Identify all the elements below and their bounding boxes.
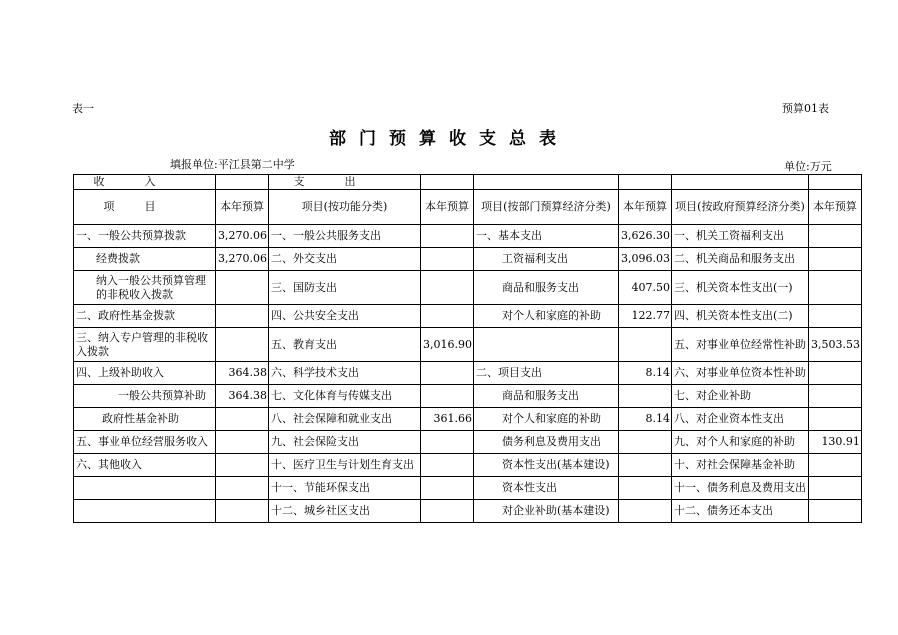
dept-item-cell: 对个人和家庭的补助	[473, 305, 618, 328]
dept-item-cell: 资本性支出(基本建设)	[473, 454, 618, 477]
col-header-dept-item: 项目(按部门预算经济分类)	[473, 190, 618, 225]
func-item-cell: 十、医疗卫生与计划生育支出	[268, 454, 420, 477]
table-row	[74, 362, 862, 385]
gov-item-cell: 十二、债务还本支出	[671, 500, 808, 523]
col-header-func-item: 项目(按功能分类)	[268, 190, 420, 225]
gov-item-cell: 十一、债务利息及费用支出	[671, 477, 808, 500]
gov-amount-cell	[808, 362, 861, 385]
income-item-cell	[74, 500, 216, 523]
dept-item-cell: 商品和服务支出	[473, 385, 618, 408]
col-header-gov-item: 项目(按政府预算经济分类)	[671, 190, 808, 225]
func-item-cell: 十一、节能环保支出	[268, 477, 420, 500]
page-title: 部门预算收支总表	[329, 129, 569, 149]
income-amount-cell	[216, 305, 269, 328]
dept-item-cell: 二、项目支出	[473, 362, 618, 385]
func-amount-cell	[420, 225, 473, 248]
col-header-func-amount: 本年预算	[420, 190, 473, 225]
gov-amount-cell	[808, 225, 861, 248]
dept-item-cell: 资本性支出	[473, 477, 618, 500]
income-item-cell: 三、纳入专户管理的非税收入拨款	[74, 328, 216, 362]
gov-item-cell: 十、对社会保障基金补助	[671, 454, 808, 477]
table-number-label: 表一	[72, 102, 94, 115]
gov-amount-cell	[808, 305, 861, 328]
filler-unit-label: 填报单位:平江县第二中学	[170, 158, 295, 171]
func-item-cell: 三、国防支出	[268, 271, 420, 305]
table-row	[74, 328, 862, 362]
gov-amount-cell	[808, 271, 861, 305]
income-amount-cell: 364.38	[216, 385, 269, 408]
empty-cell	[473, 175, 618, 190]
income-item-cell: 纳入一般公共预算管理的非税收入拨款	[74, 271, 216, 305]
gov-amount-cell: 3,503.53	[808, 328, 861, 362]
form-code-label: 预算01表	[782, 102, 829, 115]
func-item-cell: 十二、城乡社区支出	[268, 500, 420, 523]
table-row	[74, 305, 862, 328]
budget-summary-table	[73, 174, 862, 523]
table-row	[74, 248, 862, 271]
dept-amount-cell	[618, 385, 671, 408]
income-item-cell: 一般公共预算补助	[74, 385, 216, 408]
func-amount-cell	[420, 477, 473, 500]
func-amount-cell	[420, 454, 473, 477]
func-amount-cell	[420, 271, 473, 305]
col-header-gov-amount: 本年预算	[808, 190, 861, 225]
func-amount-cell	[420, 362, 473, 385]
dept-amount-cell: 3,096.03	[618, 248, 671, 271]
income-item-cell: 经费拨款	[74, 248, 216, 271]
income-item-cell: 政府性基金补助	[74, 408, 216, 431]
empty-cell	[618, 175, 671, 190]
gov-amount-cell	[808, 385, 861, 408]
gov-item-cell: 七、对企业补助	[671, 385, 808, 408]
func-amount-cell	[420, 500, 473, 523]
func-item-cell: 七、文化体育与传媒支出	[268, 385, 420, 408]
dept-amount-cell	[618, 431, 671, 454]
dept-item-cell: 债务利息及费用支出	[473, 431, 618, 454]
func-item-cell: 二、外交支出	[268, 248, 420, 271]
dept-amount-cell	[618, 477, 671, 500]
dept-amount-cell: 8.14	[618, 362, 671, 385]
table-row	[74, 271, 862, 305]
income-amount-cell	[216, 500, 269, 523]
dept-amount-cell: 122.77	[618, 305, 671, 328]
func-amount-cell: 3,016.90	[420, 328, 473, 362]
func-item-cell: 九、社会保险支出	[268, 431, 420, 454]
dept-amount-cell	[618, 454, 671, 477]
gov-item-cell: 一、机关工资福利支出	[671, 225, 808, 248]
income-amount-cell: 364.38	[216, 362, 269, 385]
gov-amount-cell	[808, 454, 861, 477]
dept-item-cell: 工资福利支出	[473, 248, 618, 271]
table-row	[74, 454, 862, 477]
income-amount-cell	[216, 477, 269, 500]
income-amount-cell	[216, 454, 269, 477]
empty-cell	[671, 175, 808, 190]
col-header-dept-amount: 本年预算	[618, 190, 671, 225]
func-amount-cell	[420, 248, 473, 271]
gov-item-cell: 九、对个人和家庭的补助	[671, 431, 808, 454]
income-item-cell: 四、上级补助收入	[74, 362, 216, 385]
table-row	[74, 408, 862, 431]
func-amount-cell	[420, 431, 473, 454]
gov-item-cell: 八、对企业资本性支出	[671, 408, 808, 431]
gov-amount-cell	[808, 500, 861, 523]
expense-group-header: 支出	[268, 175, 420, 190]
empty-cell	[216, 175, 269, 190]
income-amount-cell	[216, 431, 269, 454]
dept-item-cell: 对企业补助(基本建设)	[473, 500, 618, 523]
gov-item-cell: 二、机关商品和服务支出	[671, 248, 808, 271]
income-amount-cell: 3,270.06	[216, 225, 269, 248]
table-row	[74, 477, 862, 500]
empty-cell	[420, 175, 473, 190]
income-group-header: 收入	[74, 175, 216, 190]
col-header-income-amount: 本年预算	[216, 190, 269, 225]
header-row-top	[74, 175, 862, 190]
func-amount-cell	[420, 385, 473, 408]
gov-item-cell: 六、对事业单位资本性补助	[671, 362, 808, 385]
dept-amount-cell	[618, 328, 671, 362]
gov-amount-cell: 130.91	[808, 431, 861, 454]
income-amount-cell: 3,270.06	[216, 248, 269, 271]
func-item-cell: 四、公共安全支出	[268, 305, 420, 328]
table-row	[74, 385, 862, 408]
func-item-cell: 八、社会保障和就业支出	[268, 408, 420, 431]
income-item-cell: 六、其他收入	[74, 454, 216, 477]
dept-amount-cell: 8.14	[618, 408, 671, 431]
gov-item-cell: 三、机关资本性支出(一)	[671, 271, 808, 305]
dept-item-cell: 商品和服务支出	[473, 271, 618, 305]
gov-amount-cell	[808, 477, 861, 500]
gov-item-cell: 五、对事业单位经常性补助	[671, 328, 808, 362]
func-item-cell: 一、一般公共服务支出	[268, 225, 420, 248]
income-amount-cell	[216, 408, 269, 431]
func-amount-cell	[420, 305, 473, 328]
gov-amount-cell	[808, 408, 861, 431]
gov-amount-cell	[808, 248, 861, 271]
empty-cell	[808, 175, 861, 190]
dept-item-cell: 对个人和家庭的补助	[473, 408, 618, 431]
income-item-cell: 一、一般公共预算拨款	[74, 225, 216, 248]
income-item-cell: 五、事业单位经营服务收入	[74, 431, 216, 454]
col-header-income-item: 项目	[74, 190, 216, 225]
income-item-cell: 二、政府性基金拨款	[74, 305, 216, 328]
gov-item-cell: 四、机关资本性支出(二)	[671, 305, 808, 328]
dept-amount-cell: 407.50	[618, 271, 671, 305]
income-amount-cell	[216, 328, 269, 362]
header-row-columns	[74, 190, 862, 225]
dept-amount-cell	[618, 500, 671, 523]
table-row	[74, 225, 862, 248]
income-item-cell	[74, 477, 216, 500]
income-amount-cell	[216, 271, 269, 305]
func-item-cell: 六、科学技术支出	[268, 362, 420, 385]
func-item-cell: 五、教育支出	[268, 328, 420, 362]
dept-amount-cell: 3,626.30	[618, 225, 671, 248]
dept-item-cell: 一、基本支出	[473, 225, 618, 248]
currency-unit-label: 单位:万元	[784, 160, 832, 173]
table-row	[74, 431, 862, 454]
table-row	[74, 500, 862, 523]
func-amount-cell: 361.66	[420, 408, 473, 431]
dept-item-cell	[473, 328, 618, 362]
